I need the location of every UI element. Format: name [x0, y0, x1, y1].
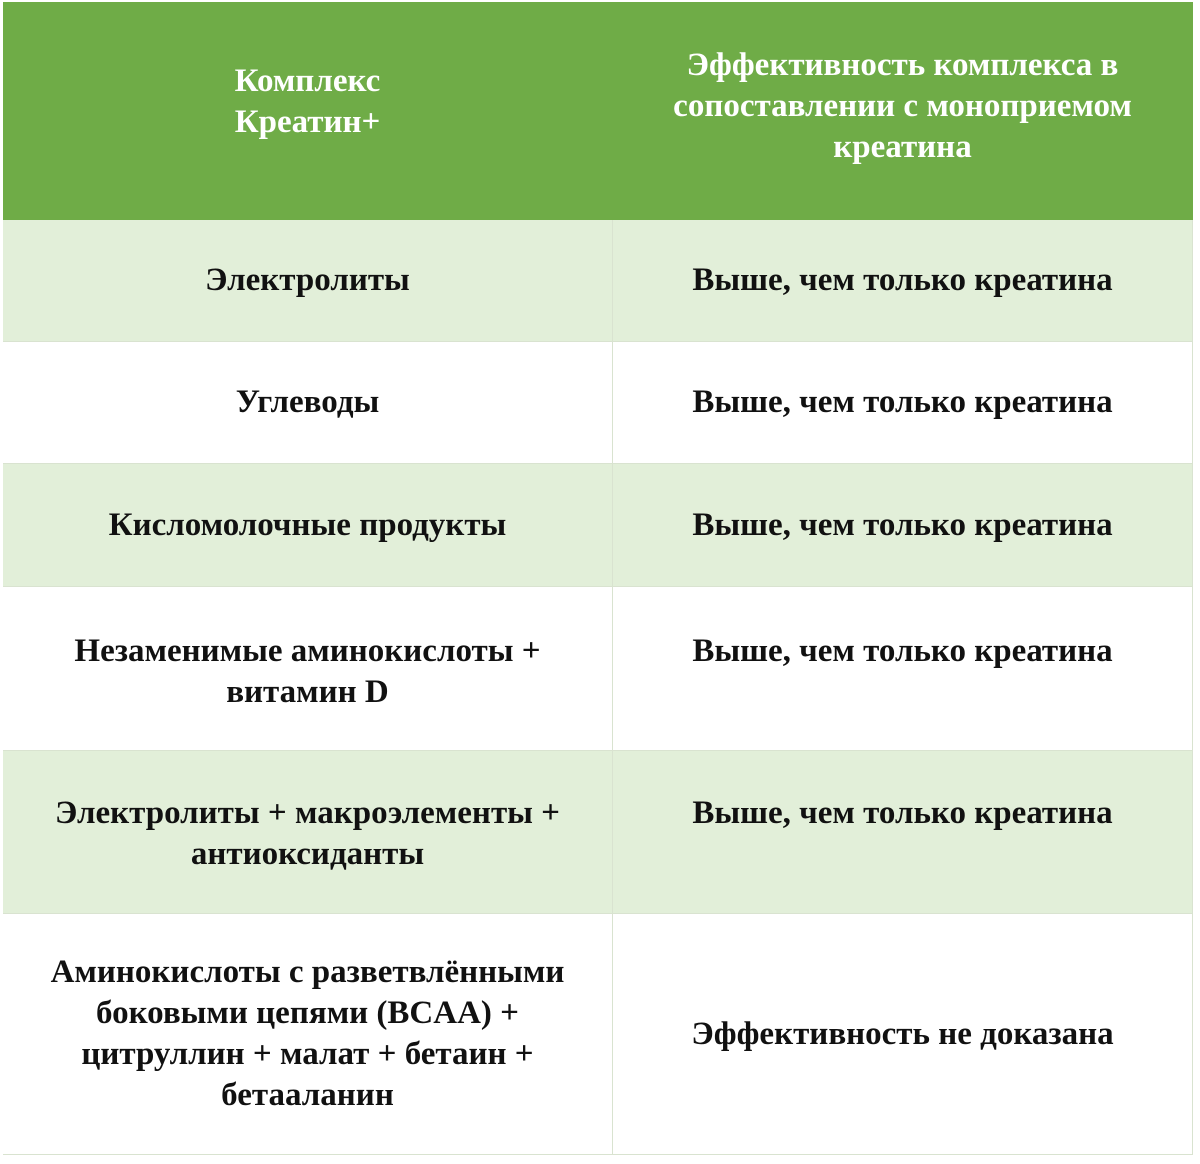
- effect-label: Выше, чем только креатина: [692, 795, 1113, 831]
- cell-complex: [3, 914, 613, 1155]
- complex-label: Кисломолочные продукты: [108, 506, 507, 543]
- comparison-table: [3, 2, 1193, 1155]
- header-complex: [3, 2, 613, 220]
- cell-effect: [613, 342, 1193, 464]
- complex-label: Углеводы: [235, 384, 380, 420]
- cell-complex: [3, 587, 613, 751]
- header-effectiveness-text: Эффективность комплекса в сопоставлении с моноприемом креатина: [673, 47, 1132, 165]
- cell-complex: [3, 342, 613, 464]
- effect-label: Эффективность не доказана: [691, 1015, 1114, 1052]
- complex-label: Электролиты + макроэлементы + антиоксиданты: [55, 795, 560, 872]
- effect-label: Выше, чем только креатина: [692, 384, 1113, 420]
- header-complex-text: Комплекс Креатин+: [234, 62, 381, 140]
- complex-label: Аминокислоты с разветвлёнными боковыми цепями (BCAA) + цитруллин + малат + бетаин + бетааланин: [50, 954, 565, 1113]
- complex-label: Незаменимые аминокислоты + витамин D: [74, 633, 541, 710]
- cell-effect: [613, 220, 1193, 342]
- effect-label: Выше, чем только креатина: [692, 506, 1113, 543]
- header-effectiveness: [613, 2, 1193, 220]
- complex-label: Электролиты: [205, 262, 410, 298]
- effect-label: Выше, чем только креатина: [692, 633, 1113, 669]
- cell-complex: [3, 751, 613, 914]
- cell-complex: [3, 464, 613, 587]
- cell-effect: [613, 464, 1193, 587]
- effect-label: Выше, чем только креатина: [692, 262, 1113, 298]
- cell-complex: [3, 220, 613, 342]
- cell-effect: [613, 587, 1193, 751]
- cell-effect: [613, 751, 1193, 914]
- cell-effect: [613, 914, 1193, 1155]
